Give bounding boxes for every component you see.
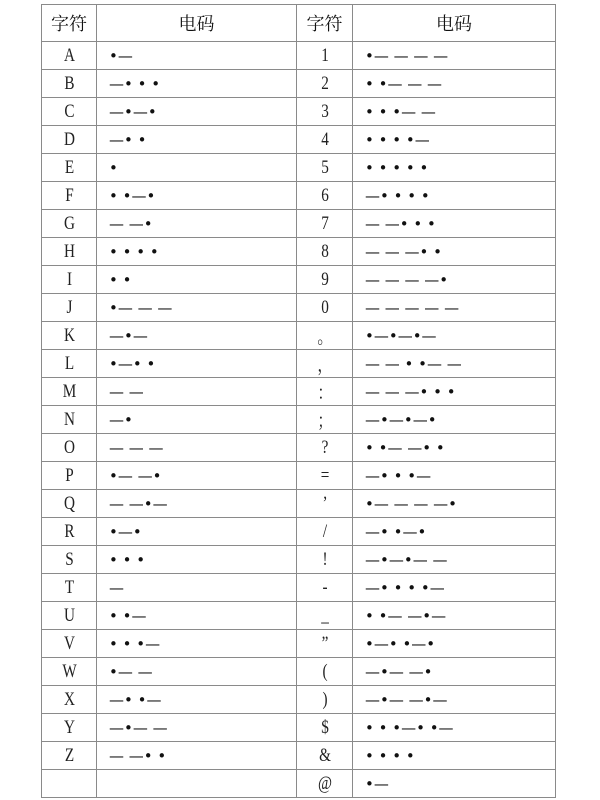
char-cell: L bbox=[47, 350, 91, 378]
char-cell-2: 2 bbox=[302, 70, 347, 98]
char-cell: R bbox=[47, 518, 91, 546]
morse-code-cell: • • • bbox=[97, 546, 297, 574]
header-char: 字符 bbox=[42, 5, 97, 42]
morse-code-cell-2: • • • • bbox=[353, 742, 556, 770]
table-row bbox=[42, 546, 556, 574]
char-cell-2: 4 bbox=[302, 126, 347, 154]
char-cell-2: 0 bbox=[302, 294, 347, 322]
table-row bbox=[42, 518, 556, 546]
char-cell-2: 3 bbox=[302, 98, 347, 126]
morse-code-cell: — — — bbox=[97, 434, 297, 462]
table-row bbox=[42, 294, 556, 322]
char-cell: X bbox=[47, 686, 91, 714]
char-cell: F bbox=[47, 182, 91, 210]
table-row bbox=[42, 574, 556, 602]
char-cell: H bbox=[47, 238, 91, 266]
table-row bbox=[42, 462, 556, 490]
morse-code-cell: •— bbox=[97, 42, 297, 70]
morse-code-cell: • • • • bbox=[97, 238, 297, 266]
morse-code-cell: • •— bbox=[97, 602, 297, 630]
table-row bbox=[42, 238, 556, 266]
header-code-2: 电码 bbox=[353, 5, 556, 42]
morse-code-cell: —•— bbox=[97, 322, 297, 350]
morse-code-cell: — —•— bbox=[97, 490, 297, 518]
char-cell-2: ? bbox=[302, 434, 347, 462]
table-row bbox=[42, 770, 556, 798]
morse-code-cell-2: —•—•— — bbox=[353, 546, 556, 574]
char-cell-2: @ bbox=[302, 770, 347, 798]
table-row bbox=[42, 154, 556, 182]
char-cell-2: ， bbox=[302, 350, 347, 378]
morse-code-cell-2: — —• • • bbox=[353, 210, 556, 238]
char-cell-2: 6 bbox=[302, 182, 347, 210]
table-row bbox=[42, 126, 556, 154]
morse-code-cell: —• bbox=[97, 406, 297, 434]
table-row bbox=[42, 406, 556, 434]
table-row bbox=[42, 714, 556, 742]
char-cell: N bbox=[47, 406, 91, 434]
morse-code-cell-2: •— — — — bbox=[353, 42, 556, 70]
morse-code-cell-2: — — — — — bbox=[353, 294, 556, 322]
morse-code-cell: • bbox=[97, 154, 297, 182]
char-cell-2: 5 bbox=[302, 154, 347, 182]
char-cell-2: $ bbox=[302, 714, 347, 742]
char-cell: E bbox=[47, 154, 91, 182]
char-cell: Z bbox=[47, 742, 91, 770]
morse-code-cell-2: — — —• • bbox=[353, 238, 556, 266]
morse-code-cell: —•— — bbox=[97, 714, 297, 742]
morse-code-cell: •— — — bbox=[97, 294, 297, 322]
char-cell: A bbox=[47, 42, 91, 70]
char-cell-2: 。 bbox=[302, 322, 347, 350]
char-cell-2: ( bbox=[302, 658, 347, 686]
char-cell: O bbox=[47, 434, 91, 462]
morse-code-cell: —•—• bbox=[97, 98, 297, 126]
char-cell: T bbox=[47, 574, 91, 602]
char-cell: S bbox=[47, 546, 91, 574]
morse-code-cell-2: —• • • • bbox=[353, 182, 556, 210]
char-cell-2: = bbox=[302, 462, 347, 490]
table-row bbox=[42, 742, 556, 770]
char-cell-2: 9 bbox=[302, 266, 347, 294]
char-cell: W bbox=[47, 658, 91, 686]
header-code: 电码 bbox=[97, 5, 297, 42]
table-row bbox=[42, 70, 556, 98]
char-cell-2: ! bbox=[302, 546, 347, 574]
char-cell: J bbox=[47, 294, 91, 322]
table-row bbox=[42, 266, 556, 294]
morse-code-cell: — bbox=[97, 574, 297, 602]
morse-code-cell-2: • •— —• • bbox=[353, 434, 556, 462]
char-cell-2: / bbox=[302, 518, 347, 546]
char-cell-2: 8 bbox=[302, 238, 347, 266]
morse-code-cell: •— — bbox=[97, 658, 297, 686]
morse-code-cell: •—• • bbox=[97, 350, 297, 378]
char-cell-2: 7 bbox=[302, 210, 347, 238]
morse-code-cell-2: • • • • • bbox=[353, 154, 556, 182]
char-cell-2: ； bbox=[302, 406, 347, 434]
table-row bbox=[42, 182, 556, 210]
morse-code-cell-2: •—•—•— bbox=[353, 322, 556, 350]
table-row bbox=[42, 630, 556, 658]
morse-code-cell: —• • bbox=[97, 126, 297, 154]
table-row bbox=[42, 350, 556, 378]
char-cell: G bbox=[47, 210, 91, 238]
morse-code-cell-2: —•—•—• bbox=[353, 406, 556, 434]
char-cell: B bbox=[47, 70, 91, 98]
char-cell-2: ) bbox=[302, 686, 347, 714]
char-cell: K bbox=[47, 322, 91, 350]
morse-code-cell-2: —• •—• bbox=[353, 518, 556, 546]
char-cell: U bbox=[47, 602, 91, 630]
morse-code-cell-2: • •— —•— bbox=[353, 602, 556, 630]
char-cell: P bbox=[47, 462, 91, 490]
morse-code-cell-2: • • •—• •— bbox=[353, 714, 556, 742]
morse-code-cell-2: —• • • •— bbox=[353, 574, 556, 602]
table-row bbox=[42, 490, 556, 518]
header-row bbox=[42, 5, 556, 42]
morse-code-cell-2: —•— —• bbox=[353, 658, 556, 686]
char-cell bbox=[47, 770, 91, 798]
table-body bbox=[42, 42, 556, 798]
char-cell: V bbox=[47, 630, 91, 658]
morse-code-cell-2: • • • •— bbox=[353, 126, 556, 154]
char-cell: Y bbox=[47, 714, 91, 742]
morse-code-cell-2: —•— —•— bbox=[353, 686, 556, 714]
char-cell: I bbox=[47, 266, 91, 294]
char-cell: C bbox=[47, 98, 91, 126]
morse-code-cell bbox=[97, 770, 297, 798]
morse-code-cell: — —• bbox=[97, 210, 297, 238]
morse-code-cell: — —• • bbox=[97, 742, 297, 770]
morse-code-cell-2: — — • •— — bbox=[353, 350, 556, 378]
char-cell: M bbox=[47, 378, 91, 406]
morse-code-cell-2: — — — —• bbox=[353, 266, 556, 294]
table-header bbox=[42, 5, 556, 42]
morse-code-cell-2: —• • •— bbox=[353, 462, 556, 490]
char-cell: D bbox=[47, 126, 91, 154]
morse-code-cell-2: •—• •—• bbox=[353, 630, 556, 658]
table-row bbox=[42, 686, 556, 714]
char-cell-2: - bbox=[302, 574, 347, 602]
morse-code-cell: •—• bbox=[97, 518, 297, 546]
table-row bbox=[42, 434, 556, 462]
table-row bbox=[42, 98, 556, 126]
char-cell-2: ’ bbox=[302, 490, 347, 518]
morse-code-cell: —• • • bbox=[97, 70, 297, 98]
morse-code-cell: • • •— bbox=[97, 630, 297, 658]
morse-code-cell-2: •— bbox=[353, 770, 556, 798]
table-row bbox=[42, 322, 556, 350]
morse-code-table bbox=[41, 4, 556, 798]
char-cell: Q bbox=[47, 490, 91, 518]
table-row bbox=[42, 658, 556, 686]
morse-code-cell: • • bbox=[97, 266, 297, 294]
table-row bbox=[42, 42, 556, 70]
morse-code-cell: — — bbox=[97, 378, 297, 406]
morse-code-cell-2: • •— — — bbox=[353, 70, 556, 98]
morse-code-cell-2: •— — — —• bbox=[353, 490, 556, 518]
char-cell-2: _ bbox=[302, 602, 347, 630]
morse-code-cell: —• •— bbox=[97, 686, 297, 714]
header-char-2: 字符 bbox=[297, 5, 353, 42]
morse-code-cell-2: — — —• • • bbox=[353, 378, 556, 406]
table-row bbox=[42, 210, 556, 238]
char-cell-2: 1 bbox=[302, 42, 347, 70]
char-cell-2: ” bbox=[302, 630, 347, 658]
char-cell-2: & bbox=[302, 742, 347, 770]
table-row bbox=[42, 378, 556, 406]
morse-code-cell: •— —• bbox=[97, 462, 297, 490]
morse-code-cell: • •—• bbox=[97, 182, 297, 210]
char-cell-2: ： bbox=[302, 378, 347, 406]
table-row bbox=[42, 602, 556, 630]
morse-code-cell-2: • • •— — bbox=[353, 98, 556, 126]
